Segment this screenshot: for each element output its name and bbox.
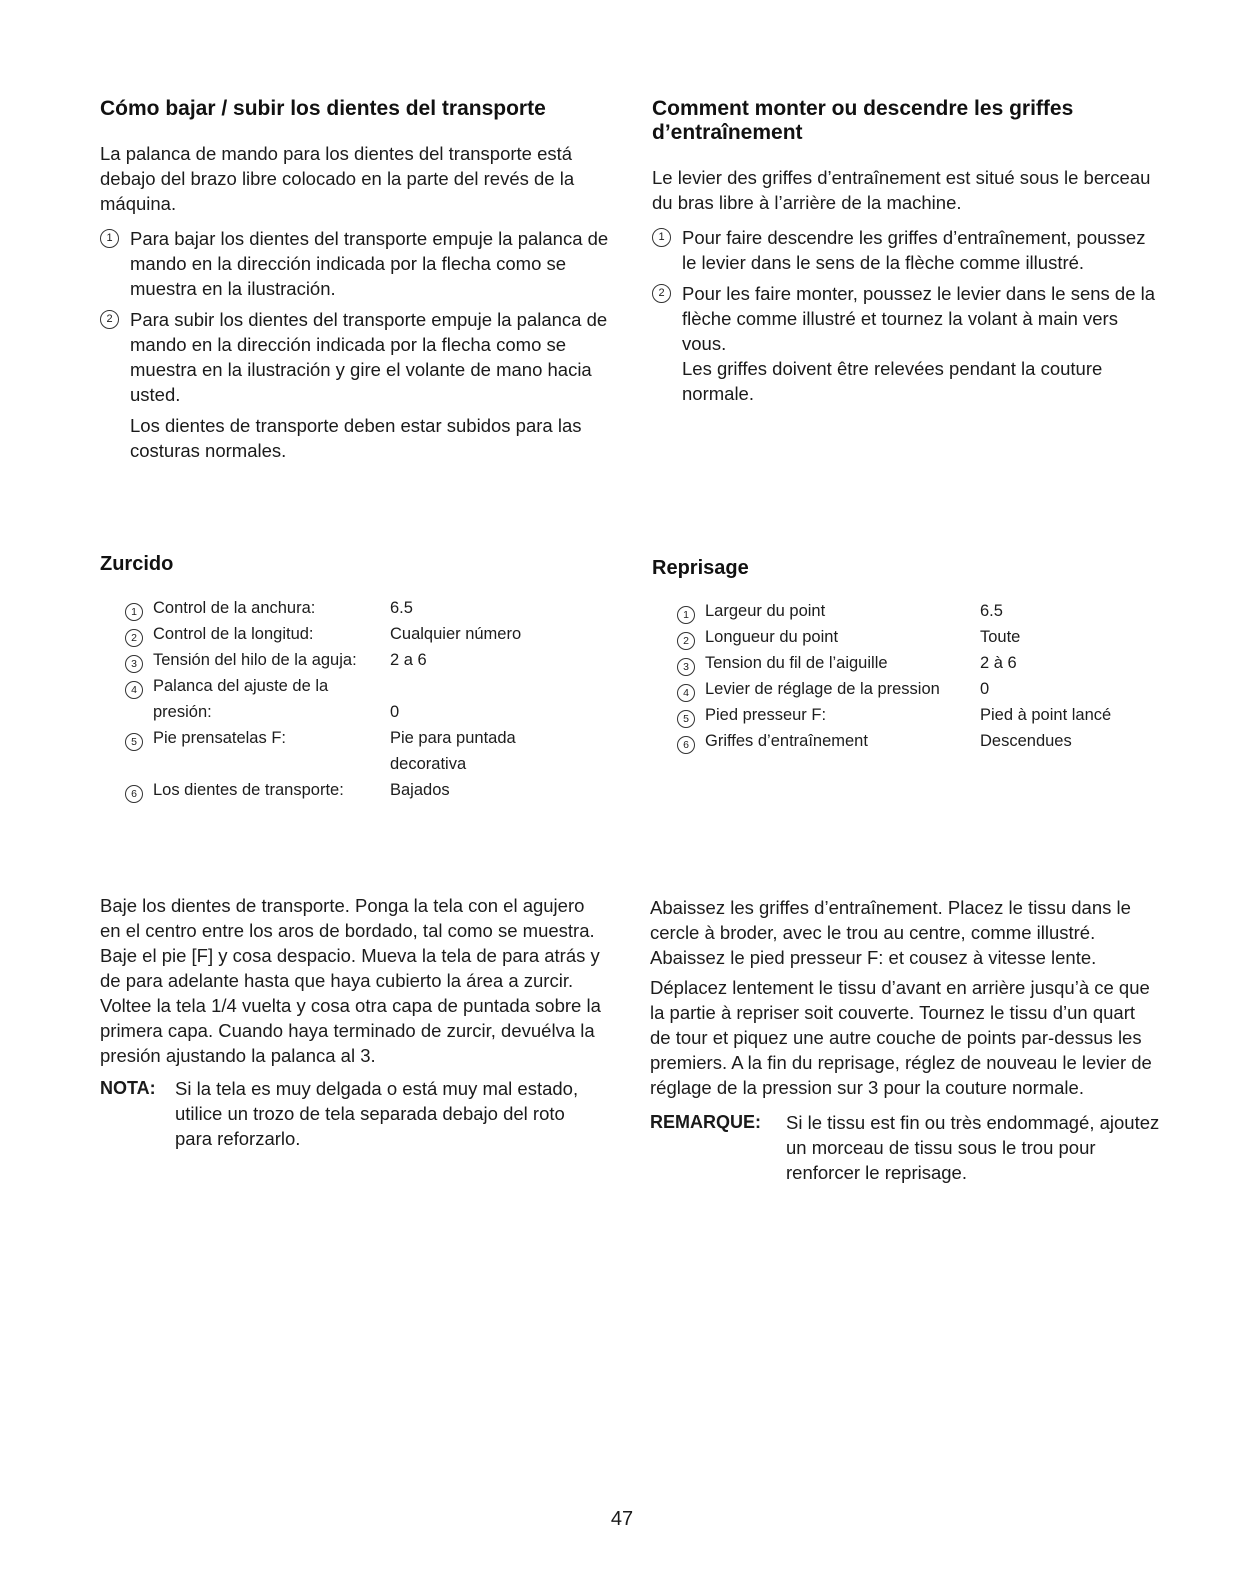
section-lower-raise-feed-dogs-es bbox=[100, 97, 625, 463]
setting-label: Pie prensatelas F: bbox=[153, 729, 286, 747]
setting-label: Control de la longitud: bbox=[153, 625, 314, 643]
section-darning-es bbox=[100, 552, 600, 803]
section-title: Reprisage bbox=[652, 557, 749, 579]
note-paragraph: Les griffes doivent être relevées pendant la couture normale. bbox=[682, 358, 1103, 404]
setting-value: 6.5 bbox=[980, 602, 1003, 620]
steps-list bbox=[100, 226, 625, 407]
circled-number: 2 bbox=[125, 629, 143, 647]
circled-number: 3 bbox=[125, 655, 143, 673]
setting-value: 6.5 bbox=[390, 599, 413, 617]
circled-number: 5 bbox=[125, 733, 143, 751]
setting-label: Longueur du point bbox=[705, 628, 839, 646]
table-row bbox=[125, 647, 540, 673]
circled-number: 3 bbox=[677, 658, 695, 676]
note-paragraph: Los dientes de transporte deben estar subidos para las costuras normales. bbox=[130, 415, 582, 461]
settings-table bbox=[677, 598, 1111, 754]
intro-paragraph: Le levier des griffes d’entraînement est situé sous le berceau du bras libre à l’arrière de la machine. bbox=[652, 167, 1151, 213]
setting-value: Toute bbox=[980, 628, 1021, 646]
table-row bbox=[125, 777, 540, 803]
circled-number: 1 bbox=[652, 228, 671, 247]
setting-value: 0 bbox=[390, 703, 400, 721]
setting-label: Tension du fil de l’aiguille bbox=[705, 654, 888, 672]
section-title: Cómo bajar / subir los dientes del transporte bbox=[100, 97, 546, 120]
body-paragraph: Baje los dientes de transporte. Ponga la tela con el agujero en el centro entre los aros de bordado, tal como se muestra. Baje el pie [F] y cosa despacio. Mueva la tela de para atrás y de para adelante hasta que haya cubierto la área a zurcir. Voltee la tela 1/4 vuelta y cosa otra capa de puntada sobre la primera capa. Cuando haya terminado de zurcir, devuélva la presión ajustando la palanca al 3. bbox=[100, 895, 601, 1066]
setting-label: Los dientes de transporte: bbox=[153, 781, 344, 799]
setting-label: Palanca del ajuste de la presión: bbox=[153, 677, 329, 721]
note bbox=[100, 1076, 605, 1151]
setting-value: Pied à point lancé bbox=[980, 706, 1112, 724]
setting-value: Cualquier número bbox=[390, 625, 522, 643]
circled-number: 6 bbox=[677, 736, 695, 754]
table-row bbox=[125, 673, 540, 725]
circled-number: 1 bbox=[125, 603, 143, 621]
circled-number: 1 bbox=[100, 229, 119, 248]
step-text: Pour faire descendre les griffes d’entraînement, poussez le levier dans le sens de la flèche comme illustré. bbox=[682, 227, 1146, 273]
setting-label: Tensión del hilo de la aguja: bbox=[153, 651, 357, 669]
settings-table bbox=[125, 595, 540, 803]
list-item bbox=[652, 281, 1162, 356]
setting-value: Pie para puntada decorativa bbox=[390, 729, 516, 773]
intro-paragraph: La palanca de mando para los dientes del transporte está debajo del brazo libre colocado en la parte del revés de la máquina. bbox=[100, 143, 575, 214]
section-darning-instructions-fr bbox=[650, 895, 1160, 1185]
setting-value: 2 a 6 bbox=[390, 651, 427, 669]
setting-value: Descendues bbox=[980, 732, 1072, 750]
circled-number: 4 bbox=[677, 684, 695, 702]
list-item bbox=[100, 226, 625, 301]
page-number: 47 bbox=[610, 1508, 634, 1530]
note-label: NOTA: bbox=[100, 1078, 156, 1098]
setting-label: Levier de réglage de la pression bbox=[705, 680, 940, 698]
circled-number: 5 bbox=[677, 710, 695, 728]
setting-label: Control de la anchura: bbox=[153, 599, 316, 617]
note-text: Si la tela es muy delgada o está muy mal estado, utilice un trozo de tela separada debajo del roto para reforzarlo. bbox=[175, 1078, 579, 1149]
section-title: Comment monter ou descendre les griffes d’entraînement bbox=[652, 97, 1074, 144]
note-label: REMARQUE: bbox=[650, 1112, 761, 1132]
table-row bbox=[125, 595, 540, 621]
setting-label: Griffes d’entraînement bbox=[705, 732, 868, 750]
section-darning-instructions-es bbox=[100, 893, 605, 1151]
setting-value: 2 à 6 bbox=[980, 654, 1017, 672]
section-title: Zurcido bbox=[100, 553, 174, 575]
step-text: Para subir los dientes del transporte empuje la palanca de mando en la dirección indicada por la flecha como se muestra en la ilustración y gire el volante de mano hacia usted. bbox=[130, 309, 608, 405]
table-row bbox=[677, 624, 1111, 650]
table-row bbox=[125, 725, 540, 777]
circled-number: 4 bbox=[125, 681, 143, 699]
circled-number: 6 bbox=[125, 785, 143, 803]
note-text: Si le tissu est fin ou très endommagé, ajoutez un morceau de tissu sous le trou pour renforcer le reprisage. bbox=[786, 1112, 1160, 1183]
circled-number: 2 bbox=[677, 632, 695, 650]
circled-number: 2 bbox=[652, 284, 671, 303]
table-row bbox=[677, 598, 1111, 624]
table-row bbox=[677, 650, 1111, 676]
setting-value: 0 bbox=[980, 680, 990, 698]
steps-list bbox=[652, 225, 1162, 356]
note bbox=[650, 1110, 1160, 1185]
section-lower-raise-feed-dogs-fr bbox=[652, 97, 1162, 406]
circled-number: 1 bbox=[677, 606, 695, 624]
body-paragraph: Déplacez lentement le tissu d’avant en arrière jusqu’à ce que la partie à repriser soit couverte. Tournez le tissu d’un quart de tour et piquez une autre couche de points par-dessus les premiers. A la fin du reprisage, réglez de nouveau le levier de réglage de la pression sur 3 pour la couture normale. bbox=[650, 977, 1152, 1098]
setting-value: Bajados bbox=[390, 781, 450, 799]
step-text: Pour les faire monter, poussez le levier dans le sens de la flèche comme illustré et tournez la volant à main vers vous. bbox=[682, 283, 1156, 354]
table-row bbox=[677, 702, 1111, 728]
table-row bbox=[677, 728, 1111, 754]
setting-label: Pied presseur F: bbox=[705, 706, 827, 724]
table-row bbox=[677, 676, 1111, 702]
circled-number: 2 bbox=[100, 310, 119, 329]
list-item bbox=[100, 307, 625, 407]
table-row bbox=[125, 621, 540, 647]
setting-label: Largeur du point bbox=[705, 602, 826, 620]
section-darning-fr bbox=[652, 556, 1162, 754]
list-item bbox=[652, 225, 1162, 275]
body-paragraph: Abaissez les griffes d’entraînement. Placez le tissu dans le cercle à broder, avec le trou au centre, comme illustré. Abaissez le pied presseur F: et cousez à vitesse lente. bbox=[650, 897, 1131, 968]
step-text: Para bajar los dientes del transporte empuje la palanca de mando en la dirección indicada por la flecha como se muestra en la ilustración. bbox=[130, 228, 609, 299]
